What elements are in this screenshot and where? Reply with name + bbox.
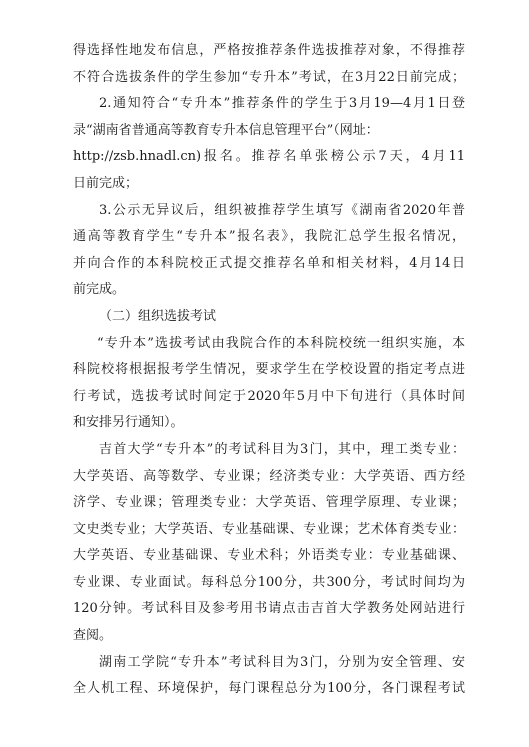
text-line-4: 录“湖南省普通高等教育专升本信息管理平台”（网址： [73, 122, 379, 138]
text-line-2: 不符合选拔条件的学生参加“专升本”考试，在3月22日前完成； [73, 69, 465, 85]
text-line-21: 专业课、专业面试。每科总分100分，共300分，考试时间均为 [73, 574, 465, 590]
document-page [73, 38, 465, 703]
text-line-8: 通高等教育学生“专升本”报名表》，我院汇总学生报名情况， [73, 229, 465, 245]
text-line-22: 120分钟。考试科目及参考用书请点击吉首大学教务处网站进行 [73, 601, 465, 617]
text-line-24: 湖南工学院“专升本”考试科目为3门，分别为安全管理、安 [99, 654, 465, 670]
text-line-16: 吉首大学“专升本”的考试科目为3门，其中，理工类专业： [99, 441, 465, 457]
text-line-20: 大学英语、专业基础课、专业术科；外语类专业：专业基础课、 [73, 548, 465, 564]
text-line-23: 查阅。 [73, 628, 113, 644]
text-line-15: 和安排另行通知）。 [73, 415, 184, 431]
text-line-6: 日前完成； [73, 175, 139, 191]
text-line-17: 大学英语、高等数学、专业课；经济类专业：大学英语、西方经 [73, 468, 465, 484]
text-line-5: http://zsb.hnadl.cn)报名。推荐名单张榜公示7天，4月11 [73, 149, 465, 165]
text-line-25: 全人机工程、环境保护，每门课程总分为100分，各门课程考试 [73, 681, 465, 697]
text-line-10: 前完成。 [73, 282, 126, 298]
text-line-18: 济学、专业课；管理类专业：大学英语、管理学原理、专业课； [73, 495, 465, 511]
text-line-14: 行考试，选拔考试时间定于2020年5月中下旬进行（具体时间 [73, 388, 465, 404]
section-heading: （二）组织选拔考试 [99, 308, 217, 324]
text-line-3: 2.通知符合“专升本”推荐条件的学生于3月19—4月1日登 [99, 96, 465, 112]
text-line-13: 科院校将根据报考学生情况，要求学生在学校设置的指定考点进 [73, 362, 465, 378]
text-line-19: 文史类专业；大学英语、专业基础课、专业课；艺术体育类专业： [73, 521, 465, 537]
text-line-1: 得选择性地发布信息，严格按推荐条件选拔推荐对象，不得推荐 [73, 43, 465, 58]
text-line-9: 并向合作的本科院校正式提交推荐名单和相关材料，4月14日 [73, 255, 465, 271]
text-line-12: “专升本”选拔考试由我院合作的本科院校统一组织实施，本 [97, 335, 465, 351]
text-line-7: 3.公示无异议后，组织被推荐学生填写《湖南省2020年普 [99, 202, 465, 218]
